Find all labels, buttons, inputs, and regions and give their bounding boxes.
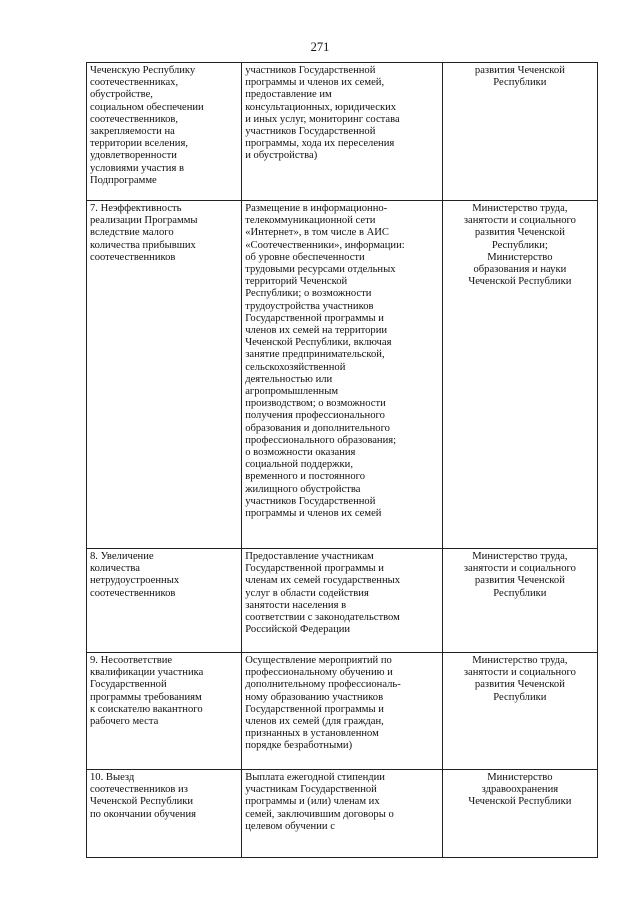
- risk-text: 8. Увеличение количества нетрудоустроенных соотечественников: [90, 551, 180, 599]
- executor-text: Министерство труда, занятости и социального развития Чеченской Республики: [463, 655, 576, 703]
- measure-cell: [242, 63, 443, 201]
- table-row: [87, 549, 598, 653]
- executor-text: развития Чеченской Республики: [474, 65, 565, 89]
- risk-cell: [87, 653, 242, 770]
- risk-text: 9. Несоответствие квалификации участника Государственной программы требованиям к соискателю вакантного рабочего места: [90, 655, 204, 728]
- risk-text: 7. Неэффективность реализации Программы вследствие малого количества прибывших соотечественников: [90, 203, 198, 263]
- executor-text: Министерство труда, занятости и социального развития Чеченской Республики; Министерство образования и науки Чеченской Республики: [463, 203, 576, 288]
- table-row: [87, 63, 598, 201]
- page-number: 271: [310, 40, 330, 54]
- measure-cell: [242, 201, 443, 549]
- table-row: [87, 653, 598, 770]
- executor-text: Министерство здравоохранения Чеченской Республики: [468, 772, 572, 808]
- measure-cell: [242, 549, 443, 653]
- table-row: [87, 201, 598, 549]
- risk-cell: [87, 63, 242, 201]
- executor-text: Министерство труда, занятости и социального развития Чеченской Республики: [463, 551, 576, 599]
- measure-text: участников Государственной программы и членов их семей, предоставление им консультационных, юридических и иных услуг, мониторинг состава участников Государственной программы, хода их переселения и обустройства): [245, 65, 400, 162]
- executor-cell: [442, 201, 597, 549]
- measure-text: Осуществление мероприятий по профессиональному обучению и дополнительному профессиональ- ному образованию участников Государственной программы и членов их семей (для граждан, признанных в установленном порядке безработными): [245, 655, 401, 752]
- risk-cell: [87, 770, 242, 858]
- executor-cell: [442, 549, 597, 653]
- executor-cell: [442, 653, 597, 770]
- risk-cell: [87, 201, 242, 549]
- executor-cell: [442, 770, 597, 858]
- measure-text: Выплата ежегодной стипендии участникам Государственной программы и (или) членам их семей, заключившим договоры о целевом обучении с: [245, 772, 394, 832]
- risk-measures-table: [86, 62, 598, 858]
- risk-cell: [87, 549, 242, 653]
- measure-text: Предоставление участникам Государственной программы и членам их семей государственных услуг в области содействия занятости населения в соответствии с законодательством Российской Федерации: [245, 551, 401, 636]
- measure-text: Размещение в информационно- телекоммуникационной сети «Интернет», в том числе в АИС «Соотечественники», информации: об уровне обеспеченности трудовыми ресурсами отдельных территорий Чеченской Республики; о возможности трудоустройства участников Государственной программы и членов их семей на территории Чеченской Республики, включая занятие предпринимательской, сельскохозяйственной деятельностью или агропромышленным производством; о возможности получения профессионального образования и дополнительного профессионального образования; о возможности оказания социальной поддержки, временного и постоянного жилищного обустройства участников Государственной программы и членов их семей: [245, 203, 405, 520]
- table-row: [87, 770, 598, 858]
- risk-text: Чеченскую Республику соотечественниках, обустройстве, социальном обеспечении соотечественников, закрепляемости на территории вселения, удовлетворенности условиями участия в Подпрограмме: [90, 65, 204, 186]
- executor-cell: [442, 63, 597, 201]
- measure-cell: [242, 653, 443, 770]
- measure-cell: [242, 770, 443, 858]
- risk-text: 10. Выезд соотечественников из Чеченской Республики по окончании обучения: [90, 772, 196, 820]
